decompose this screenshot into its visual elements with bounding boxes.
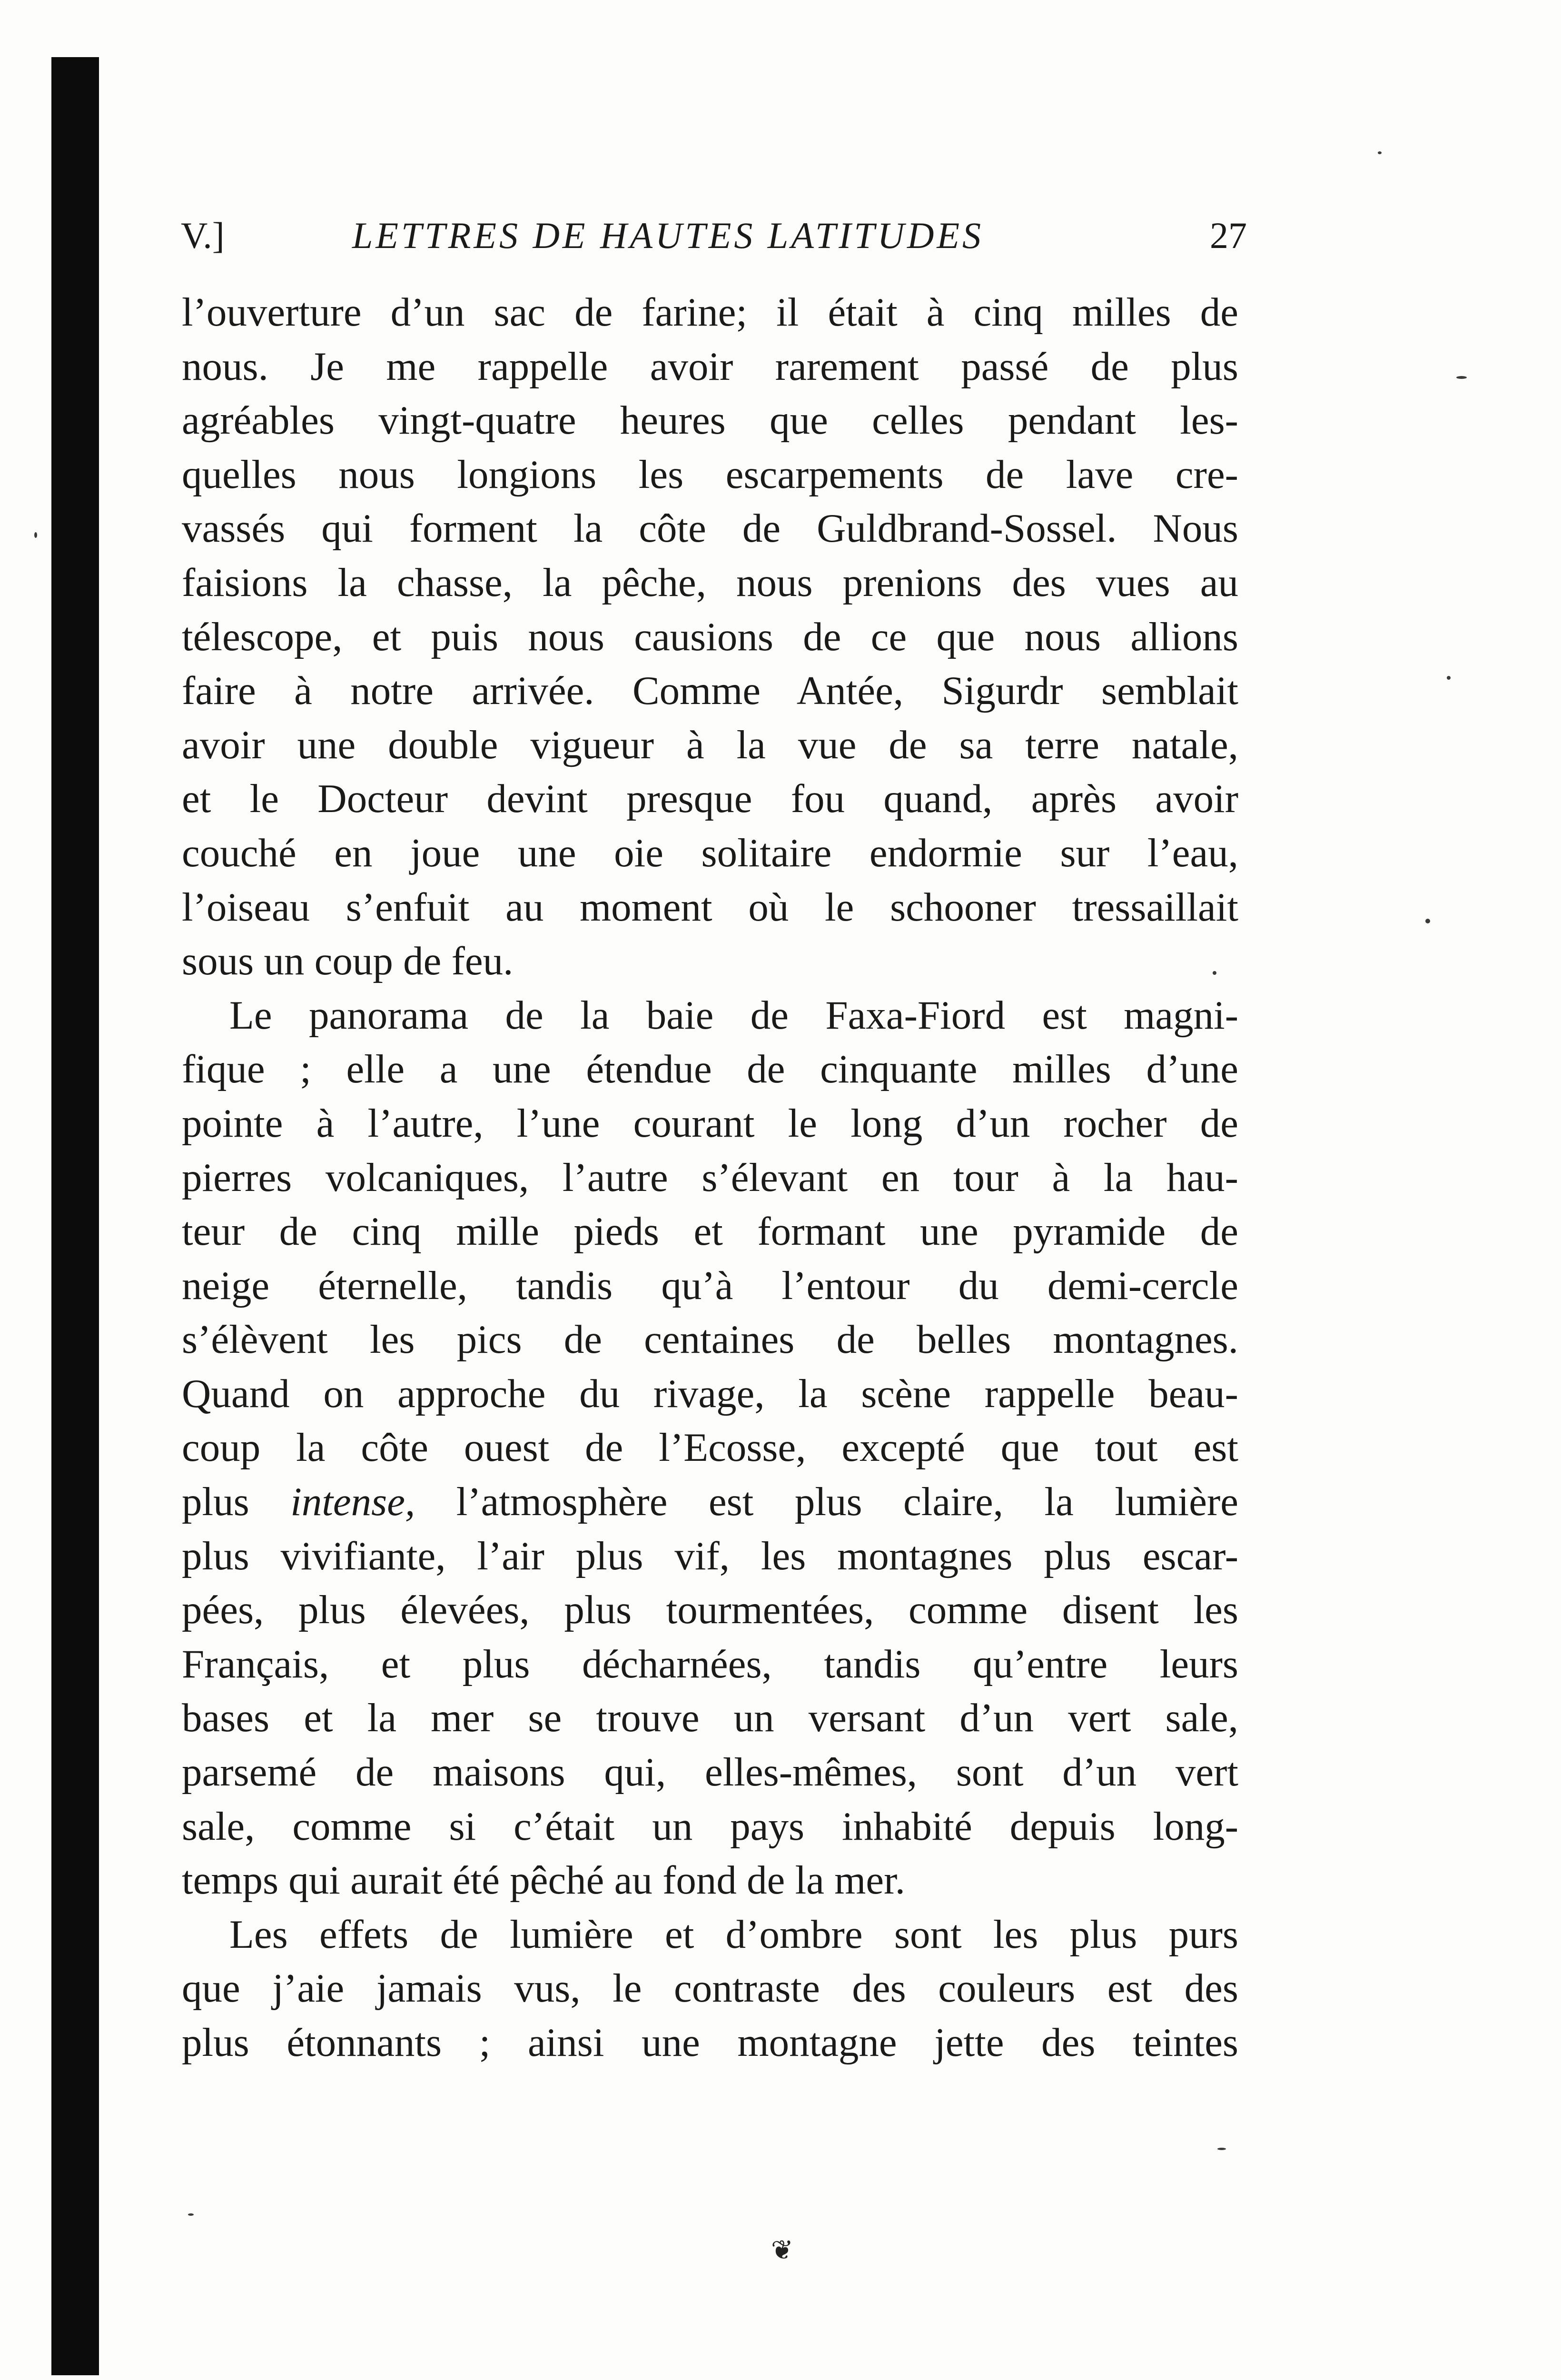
text-line: faisions la chasse, la pêche, nous prenions des vues au — [182, 560, 1238, 605]
text-line: que j’aie jamais vus, le contraste des couleurs est des — [182, 1966, 1238, 2011]
text-line: Quand on approche du rivage, la scène rappelle beau- — [182, 1371, 1238, 1416]
page-number: 27 — [1210, 215, 1247, 256]
text-segment: plus — [182, 1479, 291, 1525]
text-line: parsemé de maisons qui, elles-mêmes, sont d’un vert — [182, 1750, 1238, 1795]
text-line: avoir une double vigueur à la vue de sa terre natale, — [182, 722, 1238, 767]
text-line: Français, et plus décharnées, tandis qu’entre leurs — [182, 1641, 1238, 1686]
body-text — [182, 286, 1238, 2070]
text-line: quelles nous longions les escarpements de lave cre- — [182, 452, 1238, 497]
scan-speck — [1213, 971, 1216, 975]
text-segment: l’atmosphère est plus claire, la lumière — [415, 1479, 1238, 1525]
scan-speck — [1456, 376, 1467, 379]
text-line: agréables vingt-quatre heures que celles pendant les- — [182, 398, 1238, 443]
text-line: faire à notre arrivée. Comme Antée, Sigurdr semblait — [182, 668, 1238, 714]
book-title: LETTRES DE HAUTES LATITUDES — [352, 215, 984, 256]
text-line: s’élèvent les pics de centaines de belles montagnes. — [182, 1317, 1238, 1362]
scan-speck — [188, 2213, 194, 2216]
text-line: temps qui aurait été pêché au fond de la mer. — [182, 1858, 905, 1903]
text-line: bases et la mer se trouve un versant d’un vert sale, — [182, 1696, 1238, 1741]
text-line-with-italic — [182, 1475, 1238, 1529]
printer-ornament: ❦ — [771, 2236, 793, 2265]
text-line: plus vivifiante, l’air plus vif, les montagnes plus escar- — [182, 1533, 1238, 1578]
text-line: couché en joue une oie solitaire endormie sur l’eau, — [182, 830, 1238, 875]
scan-speck — [1447, 676, 1451, 680]
text-line: vassés qui forment la côte de Guldbrand-Sossel. Nous — [182, 506, 1238, 551]
text-line: plus étonnants ; ainsi une montagne jette des teintes — [182, 2020, 1238, 2065]
text-line: et le Docteur devint presque fou quand, après avoir — [182, 776, 1238, 822]
scan-speck — [1378, 151, 1382, 154]
text-line: l’ouverture d’un sac de farine; il était à cinq milles de — [182, 290, 1238, 335]
text-line: sale, comme si c’était un pays inhabité depuis long- — [182, 1804, 1238, 1849]
chapter-number: V.] — [181, 215, 225, 256]
text-line: Les effets de lumière et d’ombre sont les plus purs — [229, 1912, 1238, 1957]
text-line: coup la côte ouest de l’Ecosse, excepté que tout est — [182, 1425, 1238, 1470]
text-line: sous un coup de feu. — [182, 939, 514, 984]
text-line: nous. Je me rappelle avoir rarement passé de plus — [182, 344, 1238, 389]
text-line: pierres volcaniques, l’autre s’élevant en tour à la hau- — [182, 1155, 1238, 1200]
text-line: Le panorama de la baie de Faxa-Fiord est magni- — [229, 992, 1238, 1038]
binding-edge — [51, 57, 99, 2375]
text-line: neige éternelle, tandis qu’à l’entour du demi-cercle — [182, 1263, 1238, 1308]
text-line: teur de cinq mille pieds et formant une pyramide de — [182, 1209, 1238, 1254]
scan-speck — [1217, 2148, 1226, 2150]
text-line: pées, plus élevées, plus tourmentées, comme disent les — [182, 1587, 1238, 1633]
text-line: pointe à l’autre, l’une courant le long d’un rocher de — [182, 1101, 1238, 1146]
text-line: télescope, et puis nous causions de ce que nous allions — [182, 614, 1238, 659]
italic-word: intense, — [290, 1479, 415, 1525]
running-head — [181, 209, 1247, 262]
text-line: l’oiseau s’enfuit au moment où le schooner tressaillait — [182, 884, 1238, 930]
scan-speck — [1425, 919, 1430, 923]
text-line: fique ; elle a une étendue de cinquante milles d’une — [182, 1047, 1238, 1092]
scan-speck — [34, 532, 37, 538]
